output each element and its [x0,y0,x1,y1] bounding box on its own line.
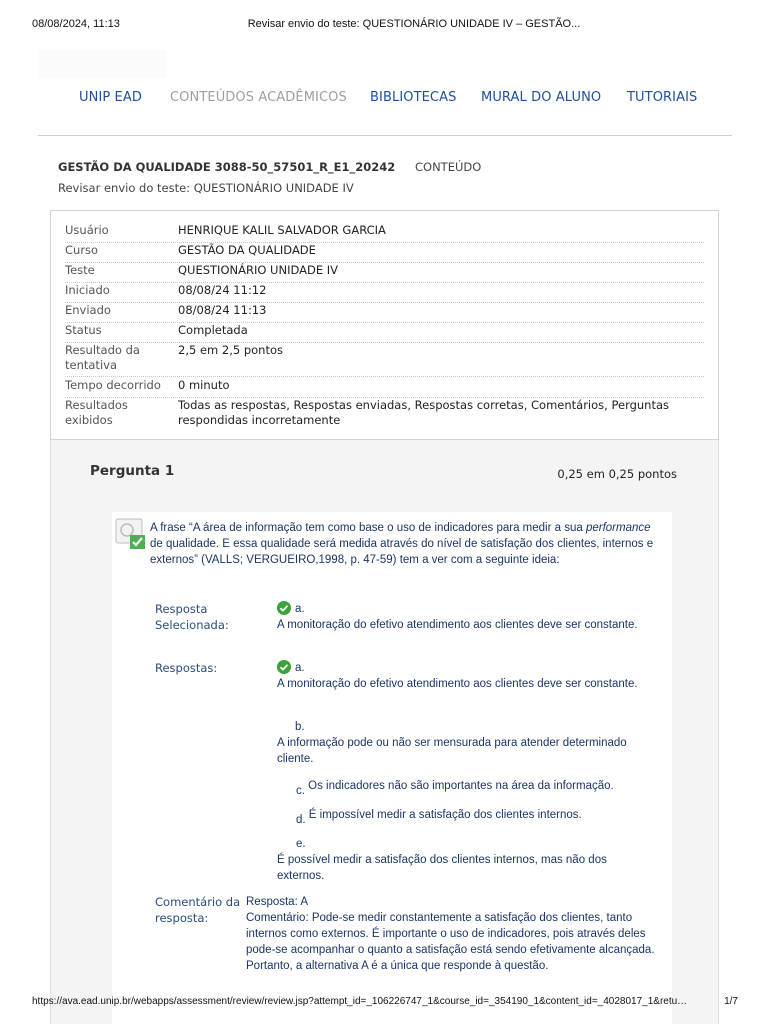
footer-url: https://ava.ead.unip.br/webapps/assessment/review/review.jsp?attempt_id=_106226747_1&course_id=_354190_1&content_id=_4028017_1&retu… [32,996,688,1007]
answer-text: Os indicadores não são importantes na área da informação. [308,780,614,792]
logo-placeholder [38,50,166,78]
answer-option-d [296,807,656,828]
nav-bibliotecas[interactable]: BIBLIOTECAS [370,90,457,105]
comment-text: Comentário: Pode-se medir constantemente a satisfação dos clientes, tanto internos como externos. É importante o uso de indicadores, pois através deles pode-se acompanhar o quanto a satisfação está sendo efetivamente alcançada. Portanto, a alternativa A é a única que responde à questão. [246,912,655,972]
check-icon [277,601,291,615]
summary-label: Enviado [65,303,111,317]
summary-label: Iniciado [65,283,110,297]
answer-letter: b. [295,721,305,733]
nav-unip-ead[interactable]: UNIP EAD [79,90,142,105]
summary-label: Curso [65,243,99,257]
summary-value: HENRIQUE KALIL SALVADOR GARCIA [178,223,386,237]
summary-value: Completada [178,323,248,337]
comment-answer: Resposta: A [246,896,309,908]
summary-row [65,303,704,323]
nav-conteudos-academicos[interactable]: CONTEÚDOS ACADÊMICOS [170,90,347,105]
answer-option-e [277,836,657,884]
summary-value: 08/08/24 11:13 [178,303,267,317]
question-text-part: A frase “A área de informação tem como base o uso de indicadores para medir a sua [150,522,586,534]
summary-value: 2,5 em 2,5 pontos [178,343,283,357]
question-title: Pergunta 1 [90,463,175,479]
summary-value: Todas as respostas, Respostas enviadas, Respostas corretas, Comentários, Perguntas respondidas incorretamente [178,398,670,427]
footer-page-number: 1/7 [724,996,738,1007]
selected-answer [277,601,647,633]
answer-text: É impossível medir a satisfação dos clientes internos. [308,809,582,821]
summary-value: GESTÃO DA QUALIDADE [178,243,316,257]
breadcrumb: Revisar envio do teste: QUESTIONÁRIO UNIDADE IV [58,181,354,195]
course-code[interactable]: GESTÃO DA QUALIDADE 3088-50_57501_R_E1_20242 [58,160,396,174]
question-text-italic: performance [585,522,651,534]
answer-text: É possível medir a satisfação dos clientes internos, mas não dos externos. [277,854,607,882]
answer-option-b [277,719,657,767]
print-page-title: Revisar envio do teste: QUESTIONÁRIO UNIDADE IV – GESTÃO... [247,18,581,30]
question-text-part: de qualidade. E essa qualidade será medida através do nível de satisfação dos clientes, internos e externos” (VALLS; VERGUEIRO,1998, p. 47-59) tem a ver com a seguinte ideia: [150,538,654,566]
attempt-summary [50,210,719,440]
summary-label: Resultados exibidos [65,398,128,427]
print-header [32,18,736,32]
summary-label: Status [65,323,102,337]
summary-label: Resultado da tentativa [65,343,140,372]
question-text [150,520,665,568]
nav-tutoriais[interactable]: TUTORIAIS [627,90,698,105]
correct-question-icon [115,518,147,550]
main-nav [0,90,768,110]
answer-letter: e. [296,838,306,850]
answer-text: A informação pode ou não ser mensurada para atender determinado cliente. [277,737,627,765]
answer-text: A monitoração do efetivo atendimento aos clientes deve ser constante. [277,678,638,690]
comment-label: Comentário da resposta: [155,895,241,925]
selected-answer-text: A monitoração do efetivo atendimento aos clientes deve ser constante. [277,619,638,631]
answer-comment [246,894,658,974]
answer-letter: a. [295,662,305,674]
summary-row [65,398,704,431]
print-datetime: 08/08/2024, 11:13 [32,18,120,30]
summary-value: QUESTIONÁRIO UNIDADE IV [178,263,339,277]
summary-row [65,283,704,303]
summary-label: Tempo decorrido [65,378,161,392]
summary-row [65,323,704,343]
answer-option-c [296,778,656,799]
nav-divider [38,135,732,136]
summary-label: Usuário [65,223,109,237]
answer-letter: c. [296,785,305,797]
question-points: 0,25 em 0,25 pontos [557,467,677,481]
summary-row [65,223,704,243]
answers-label: Respostas: [155,661,218,675]
summary-row [65,243,704,263]
summary-value: 0 minuto [178,378,230,392]
summary-value: 08/08/24 11:12 [178,283,267,297]
summary-row [65,343,704,377]
selected-answer-label: Resposta Selecionada: [155,602,229,632]
summary-row [65,378,704,398]
conteudo-link[interactable]: CONTEÚDO [415,160,482,174]
summary-label: Teste [65,263,95,277]
check-icon [277,660,291,674]
answer-letter: d. [296,814,306,826]
selected-answer-letter: a. [295,603,305,615]
summary-row [65,263,704,283]
nav-mural-do-aluno[interactable]: MURAL DO ALUNO [481,90,602,105]
answer-option-a [277,660,647,692]
